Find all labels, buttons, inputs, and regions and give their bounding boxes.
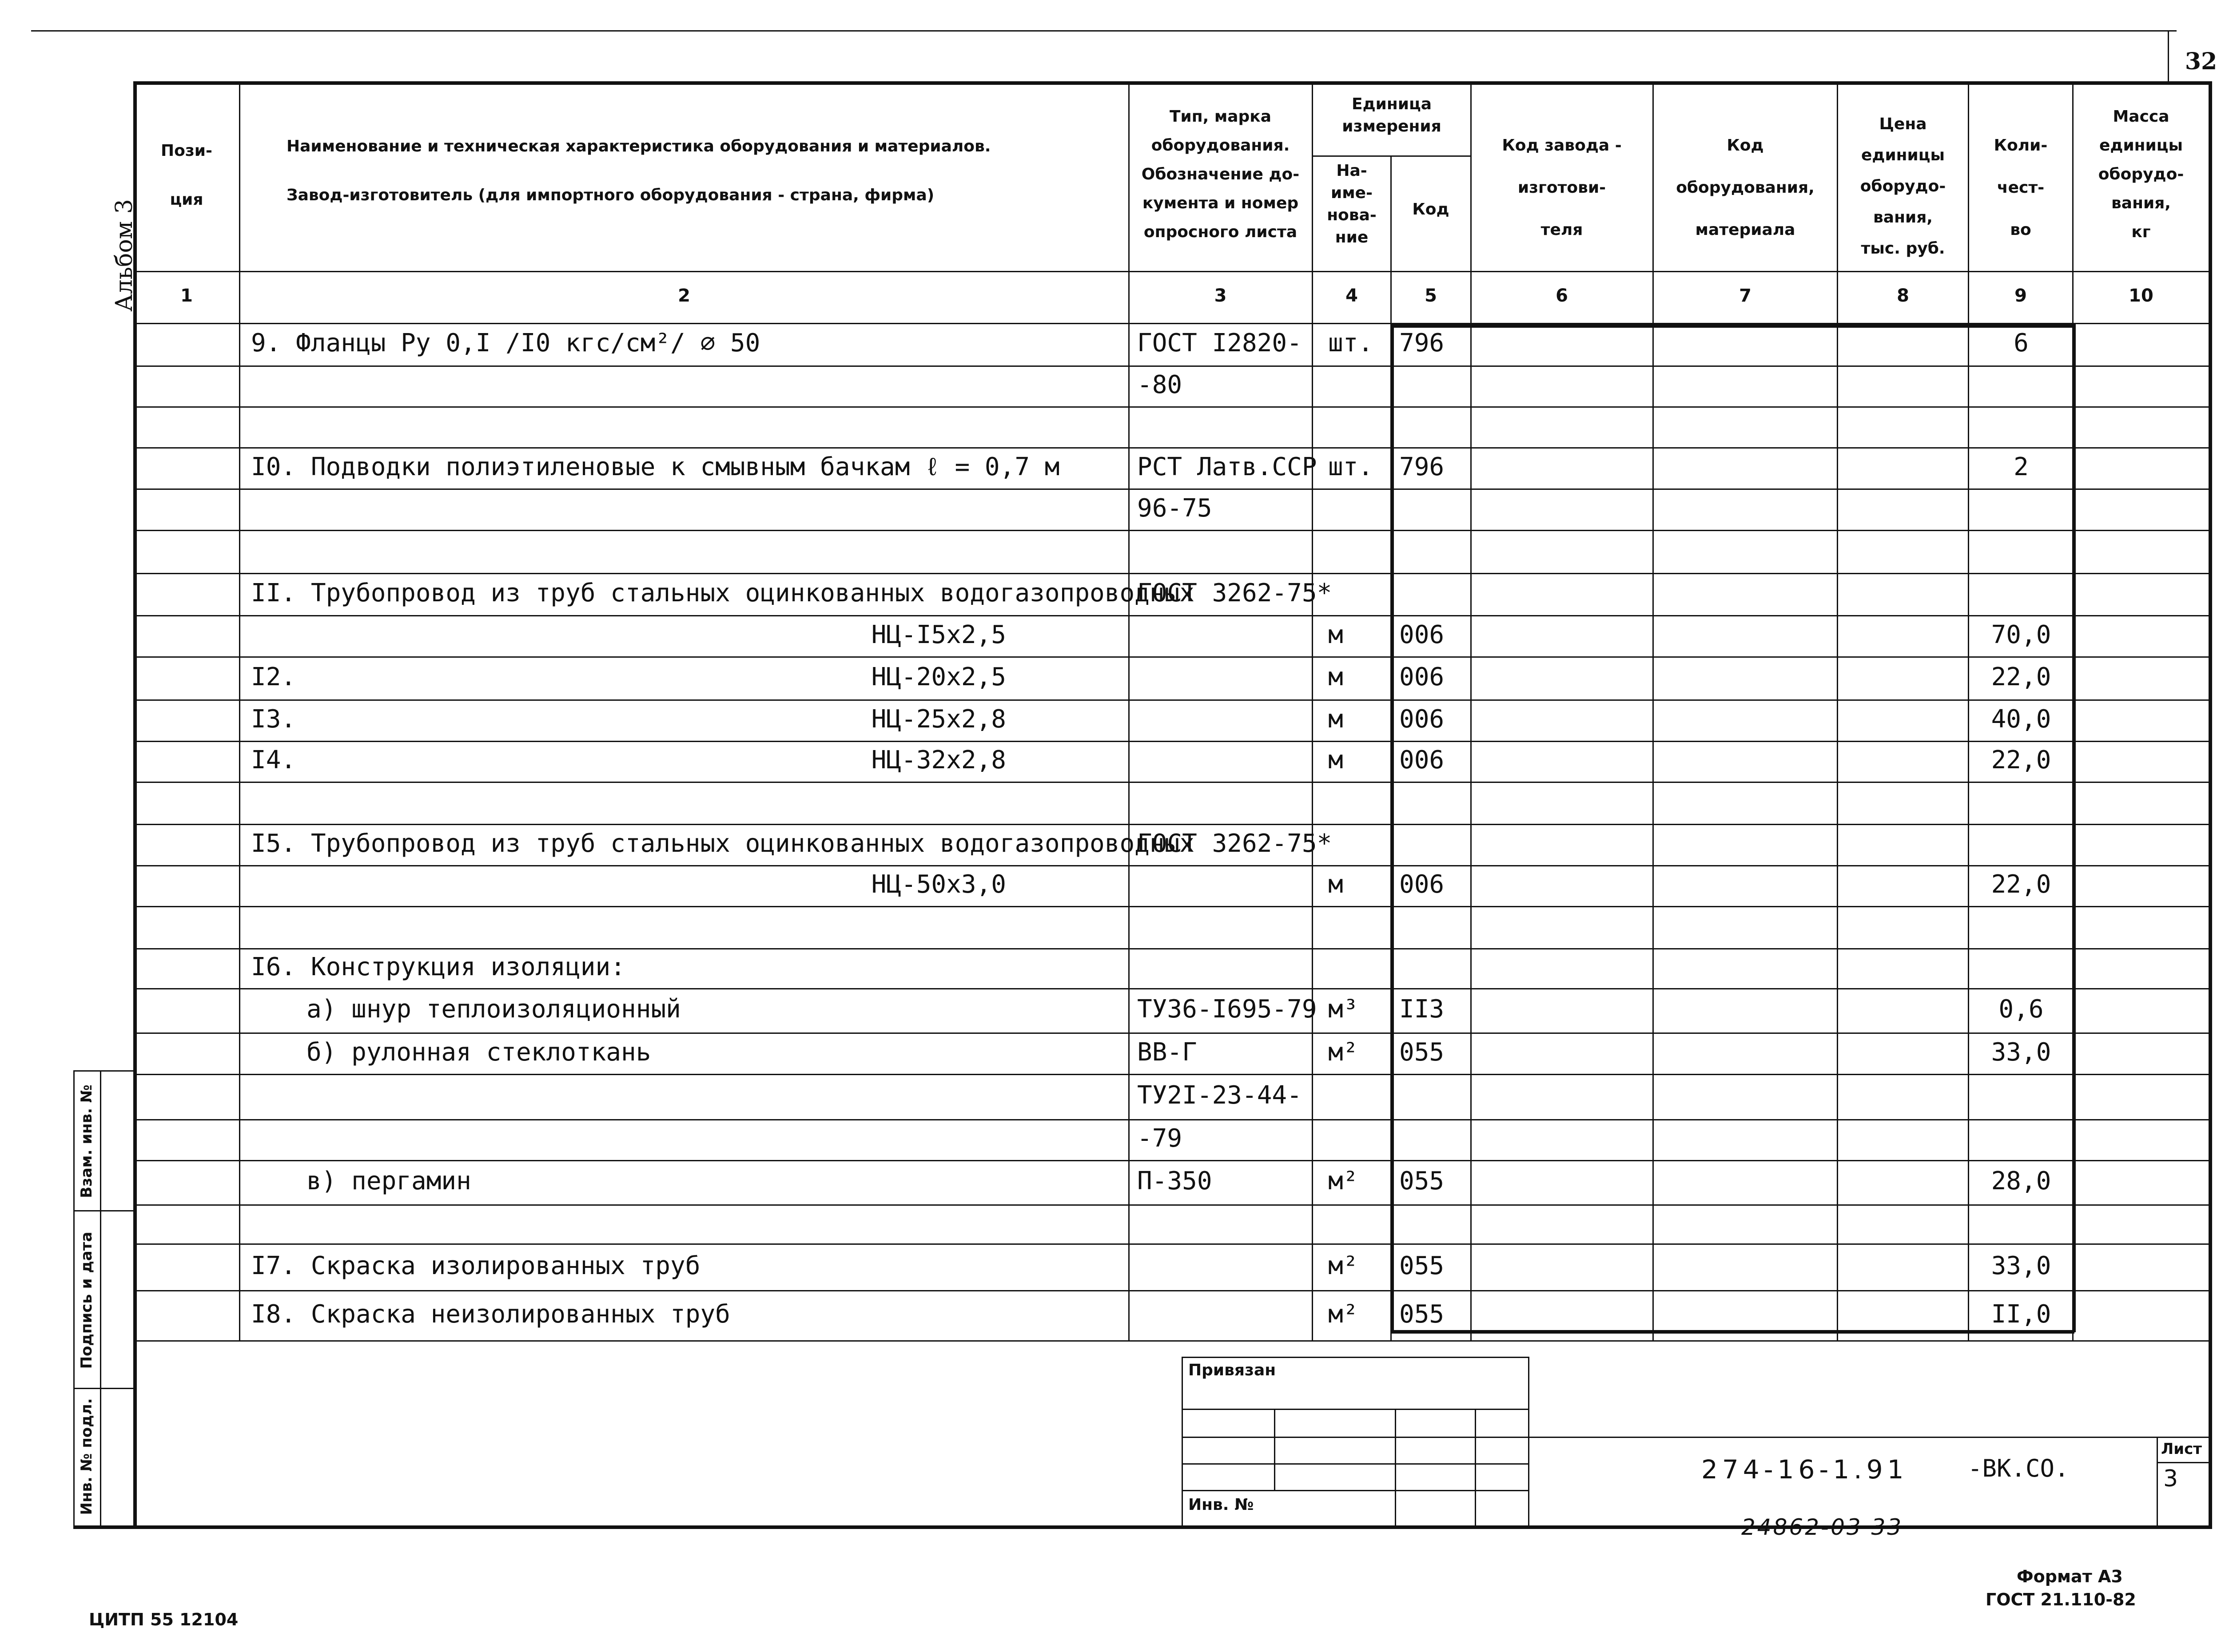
title-block-top: [1528, 1437, 2212, 1438]
row-line: [133, 741, 2212, 742]
item-name: НЦ-50х3,0: [871, 870, 1006, 899]
row-line: [133, 824, 2212, 825]
item-unit: м: [1328, 870, 1343, 899]
side-stamp-inv-podl: Инв. № подл.: [78, 1398, 96, 1515]
citp-label: ЦИТП 55 12104: [89, 1610, 239, 1629]
item-code: 055: [1399, 1167, 1445, 1195]
item-unit: шт.: [1328, 452, 1373, 481]
inv-no-label: Инв. №: [1188, 1496, 1254, 1514]
colnum-3: 3: [1214, 286, 1227, 306]
item-doc: ГОСТ 3262-75*: [1137, 578, 1332, 608]
col-sep-6: [1652, 81, 1654, 1340]
priv-top: [1182, 1357, 1528, 1358]
item-code: 006: [1399, 620, 1445, 649]
col-sep-7: [1837, 81, 1838, 1340]
side-stamp-podpis: Подпись и дата: [78, 1231, 96, 1369]
item-name-size: НЦ-20х2,5: [871, 662, 1006, 691]
col-sep-8: [1968, 81, 1969, 1340]
header-unit-name: На- име- нова- ние: [1327, 162, 1377, 246]
format-label: Формат А3: [2017, 1567, 2123, 1586]
item-qty: II,0: [1991, 1299, 2051, 1329]
item-doc: 96-75: [1137, 493, 1212, 523]
priv-line2: [1182, 1437, 1528, 1438]
album-label: Альбом 3: [111, 199, 138, 312]
row-line: [133, 1204, 2212, 1206]
item-qty: 6: [2014, 329, 2029, 357]
item-name: I5. Трубопровод из труб стальных оцинкованных водогазопроводных: [251, 829, 1195, 858]
item-name: II. Трубопровод из труб стальных оцинкованных водогазопроводных: [251, 578, 1195, 608]
colnum-6: 6: [1556, 286, 1568, 306]
colnum-5: 5: [1425, 286, 1437, 306]
item-code: 055: [1399, 1299, 1445, 1329]
item-unit: м: [1328, 620, 1343, 649]
frame-top: [133, 81, 2212, 85]
item-qty: 33,0: [1991, 1251, 2051, 1280]
item-code: 006: [1399, 704, 1445, 734]
row-line: [133, 1340, 2212, 1342]
item-name: I6. Конструкция изоляции:: [251, 953, 625, 981]
item-code: 055: [1399, 1251, 1445, 1280]
header-mass: Масса единицы оборудо- вания, кг: [2098, 107, 2184, 241]
doc-code: 274-16-1.91: [1701, 1454, 1908, 1485]
item-unit: м³: [1328, 995, 1358, 1024]
item-code: 055: [1399, 1037, 1445, 1067]
row-line: [133, 530, 2212, 531]
row-line: [133, 1074, 2212, 1075]
item-name: в) пергамин: [306, 1167, 471, 1195]
item-qty: 22,0: [1991, 746, 2051, 774]
thick-bottom-right: [1390, 1330, 2074, 1334]
item-qty: 0,6: [1998, 995, 2044, 1024]
header-equip-code: Код оборудования, материала: [1676, 136, 1815, 239]
list-number: 3: [2163, 1465, 2178, 1492]
colnum-4: 4: [1345, 286, 1358, 306]
doc-suffix: -ВК.СО.: [1968, 1454, 2069, 1482]
item-name: б) рулонная стеклоткань: [306, 1037, 651, 1067]
item-qty: 40,0: [1991, 704, 2051, 734]
header-qty: Коли- чест- во: [1994, 136, 2048, 239]
col-sep-5: [1470, 81, 1472, 1340]
sheet-corner-number: 32: [2185, 48, 2217, 75]
row-line: [133, 1160, 2212, 1161]
item-qty: 33,0: [1991, 1037, 2051, 1067]
item-unit: м²: [1328, 1037, 1358, 1067]
priv-left: [1182, 1357, 1183, 1527]
item-name: I8. Скраска неизолированных труб: [251, 1299, 730, 1329]
priv-v3: [1475, 1409, 1476, 1527]
header-bottom-line: [133, 271, 2212, 272]
item-name: НЦ-I5х2,5: [871, 620, 1006, 649]
frame-right: [2209, 81, 2212, 1527]
item-doc: ВВ-Г: [1137, 1037, 1197, 1067]
item-unit: шт.: [1328, 329, 1373, 357]
row-line: [133, 1119, 2212, 1120]
header-factory: Код завода - изготови- теля: [1502, 136, 1622, 239]
colnum-10: 10: [2129, 286, 2153, 306]
item-doc: -80: [1137, 370, 1182, 399]
side-stamp-vzam: Взам. инв. №: [78, 1084, 96, 1198]
item-doc: ГОСТ I2820-: [1137, 329, 1302, 357]
row-line: [133, 406, 2212, 408]
row-line: [133, 948, 2212, 949]
list-label: Лист: [2161, 1440, 2202, 1458]
item-name: I2.: [251, 662, 296, 691]
item-name: I7. Скраска изолированных труб: [251, 1251, 701, 1280]
header-type: Тип, марка оборудования. Обозначение до- кумента и номер опросного листа: [1141, 107, 1300, 241]
item-name-size: НЦ-32х2,8: [871, 746, 1006, 774]
item-doc: ГОСТ 3262-75*: [1137, 829, 1332, 858]
item-unit: м: [1328, 746, 1343, 774]
item-qty: 22,0: [1991, 870, 2051, 899]
priv-line1: [1182, 1409, 1528, 1410]
priv-v2: [1395, 1409, 1396, 1527]
row-line: [133, 1032, 2212, 1034]
header-unit-code: Код: [1412, 200, 1449, 218]
list-box-sep: [2157, 1462, 2212, 1463]
item-name: I3.: [251, 704, 296, 734]
item-doc: РСТ Латв.ССР: [1137, 452, 1317, 481]
item-unit: м: [1328, 662, 1343, 691]
row-line: [133, 573, 2212, 574]
priv-line4: [1182, 1490, 1528, 1491]
item-doc: -79: [1137, 1124, 1182, 1153]
row-line: [133, 865, 2212, 866]
row-line: [133, 488, 2212, 490]
header-price: Цена единицы оборудо- вания, тыс. руб.: [1860, 115, 1946, 258]
corner-box-left: [2168, 30, 2169, 81]
item-unit: м: [1328, 704, 1343, 734]
row-line: [133, 906, 2212, 907]
unit-subheader-line: [1312, 155, 1470, 157]
row-line: [133, 365, 2212, 367]
item-unit: м²: [1328, 1299, 1358, 1329]
row-line: [133, 1290, 2212, 1291]
col-sep-3: [1312, 81, 1313, 1340]
thick-sep-code: [1390, 324, 1394, 1332]
item-code: 006: [1399, 870, 1445, 899]
item-name-size: НЦ-25х2,8: [871, 704, 1006, 734]
item-code: 796: [1399, 452, 1445, 481]
row-line: [133, 988, 2212, 989]
colnum-bottom-line: [133, 323, 2212, 324]
item-qty: 28,0: [1991, 1167, 2051, 1195]
list-box-left: [2157, 1437, 2158, 1527]
side-stamp-mid: [100, 1070, 101, 1527]
colnum-1: 1: [180, 286, 193, 306]
archive-number: 24862-03 33: [1741, 1514, 1903, 1540]
priv-v1: [1274, 1409, 1275, 1490]
thick-sep-qty: [2072, 324, 2076, 1332]
item-qty: 22,0: [1991, 662, 2051, 691]
header-name: Наименование и техническая характеристика оборудования и материалов. Завод-изготовитель (для импортного оборудования - страна, фирма): [287, 137, 991, 204]
header-unit: Единица измерения: [1342, 95, 1441, 135]
colnum-9: 9: [2014, 286, 2027, 306]
item-name: I0. Подводки полиэтиленовые к смывным бачкам ℓ = 0,7 м: [251, 452, 1060, 481]
col-sep-2: [1128, 81, 1130, 1340]
row-line: [133, 615, 2212, 616]
privyazan-label: Привязан: [1188, 1361, 1276, 1379]
item-qty: 2: [2014, 452, 2029, 481]
row-line: [133, 447, 2212, 449]
colnum-8: 8: [1897, 286, 1909, 306]
col-sep-1: [239, 81, 240, 1340]
item-code: 006: [1399, 662, 1445, 691]
row-line: [133, 782, 2212, 783]
item-code: II3: [1399, 995, 1445, 1024]
row-line: [133, 656, 2212, 658]
item-name: 9. Фланцы Ру 0,I /I0 кгс/см²/ ⌀ 50: [251, 329, 760, 357]
item-name: I4.: [251, 746, 296, 774]
item-unit: м²: [1328, 1251, 1358, 1280]
row-line: [133, 1243, 2212, 1245]
item-code: 006: [1399, 746, 1445, 774]
item-qty: 70,0: [1991, 620, 2051, 649]
row-line: [133, 699, 2212, 701]
colnum-7: 7: [1739, 286, 1751, 306]
side-stamp-top: [73, 1070, 133, 1072]
item-doc: ТУ2I-23-44-: [1137, 1081, 1302, 1110]
colnum-2: 2: [678, 286, 690, 306]
item-doc: П-350: [1137, 1167, 1212, 1195]
priv-right: [1528, 1357, 1529, 1527]
item-code: 796: [1399, 329, 1445, 357]
item-unit: м²: [1328, 1167, 1358, 1195]
item-name: а) шнур теплоизоляционный: [306, 995, 681, 1024]
item-doc: ТУ36-I695-79: [1137, 995, 1317, 1024]
thick-top-right: [1390, 324, 2074, 328]
priv-line3: [1182, 1463, 1528, 1465]
header-pos: Пози- ция: [161, 142, 212, 209]
top-trim-line: [31, 30, 2177, 32]
gost-label: ГОСТ 21.110-82: [1986, 1590, 2136, 1609]
